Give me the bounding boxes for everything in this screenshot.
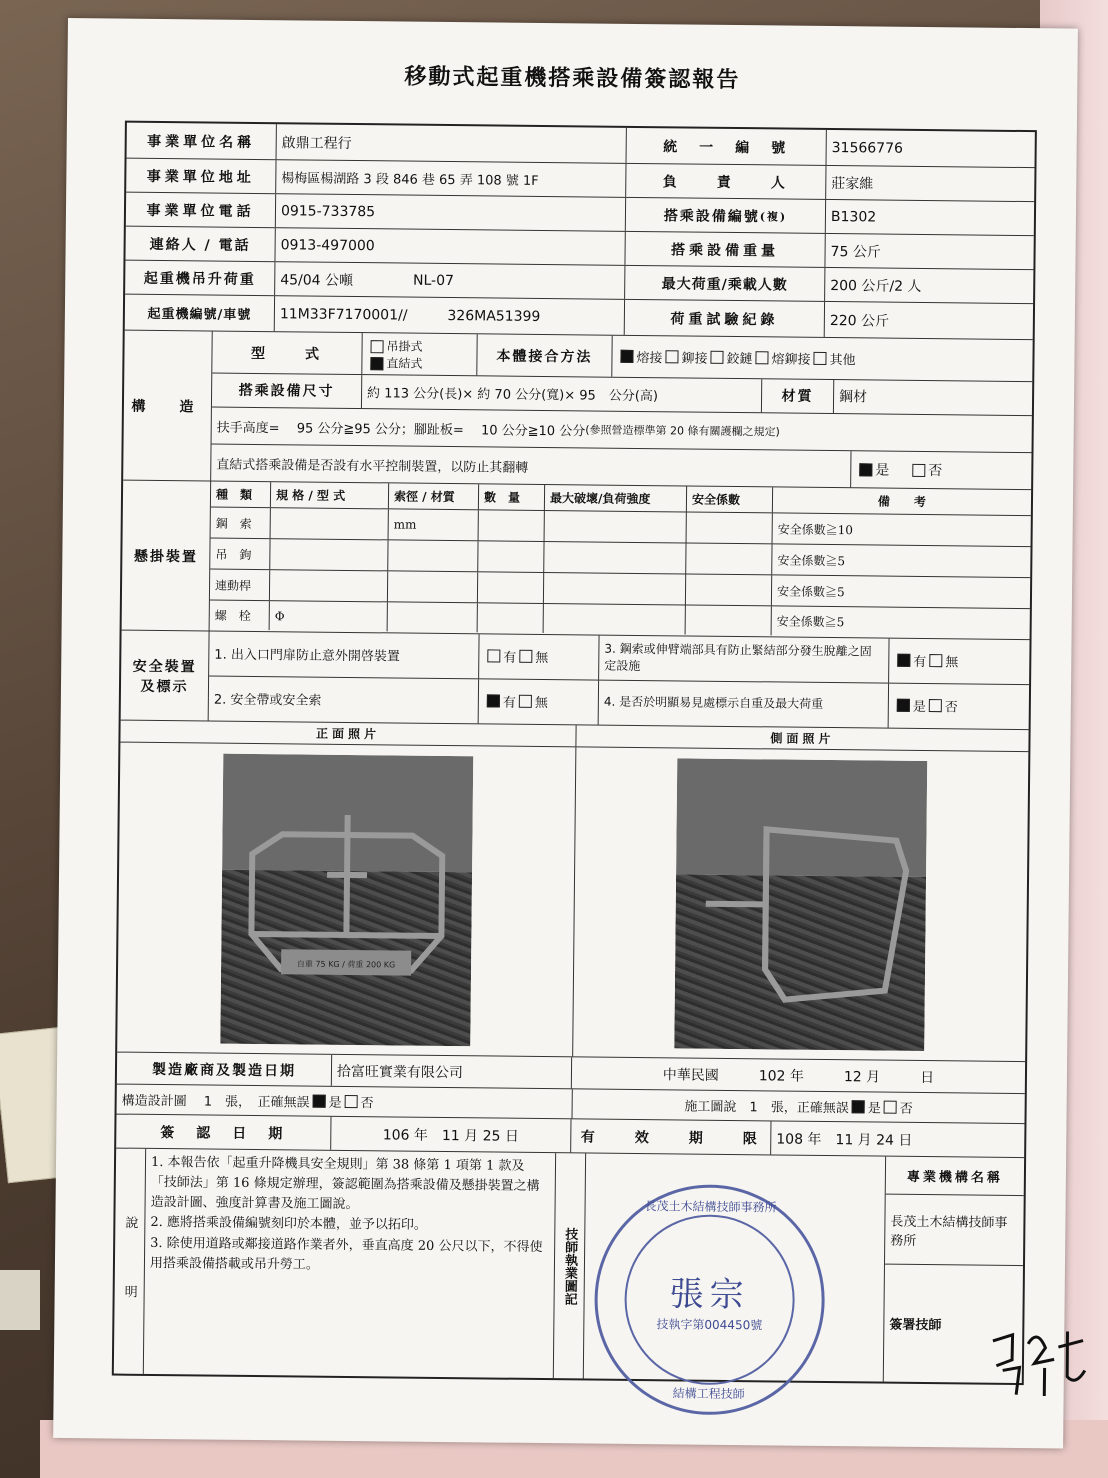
checkbox-icon [755, 351, 768, 364]
tax-id-label: 統 一 編 號 [627, 128, 827, 165]
safety-items [209, 632, 1030, 730]
checkbox-checked-icon[interactable] [313, 1095, 326, 1108]
stamp-bottom-text: 結構工程技師 [672, 1386, 745, 1402]
crane-load: 45/04 公噸 [280, 271, 354, 289]
signer-label: 簽署技師 [889, 1317, 942, 1334]
col-header: 最大破壞/負荷強度 [545, 485, 687, 511]
stamp-cert: 技執字第004450號 [656, 1317, 763, 1333]
contact-label: 連絡人 / 電話 [125, 227, 275, 262]
plate-no: 326MA51399 [447, 307, 541, 325]
crane-load-label: 起重機吊升荷重 [125, 261, 275, 296]
note: 安全係數≧5 [776, 583, 845, 599]
sign-date-label: 簽 認 日 期 [116, 1115, 331, 1150]
owner: 莊家維 [831, 175, 874, 192]
type-option-direct[interactable]: 直結式 [367, 354, 422, 372]
safety-label [121, 631, 210, 721]
crane-model: NL-07 [412, 272, 455, 289]
report-form [112, 121, 1037, 1385]
front-photo-cell [117, 743, 576, 1057]
checkbox-icon[interactable] [884, 1101, 897, 1114]
max-load-label: 最大荷重/乘載人數 [625, 266, 825, 301]
safety-label-1: 安全裝置 [132, 658, 197, 675]
checkbox-icon [813, 352, 826, 365]
size: 約 113 公分(長)× 約 70 公分(寬)× 95 公分(高) [362, 375, 762, 412]
sign-date: 106 年 11 月 25 日 [331, 1117, 571, 1153]
equip-no: B1302 [830, 208, 877, 225]
side-photo-label: 側面照片 [770, 731, 835, 747]
maker-date [572, 1057, 1025, 1093]
maker-name: 拾富旺實業有限公司 [332, 1055, 572, 1089]
document-title: 移動式起重機搭乘設備簽認報告 [404, 63, 741, 94]
structure-section [123, 331, 1033, 491]
safety-item-2-answer: 有 無 [479, 679, 599, 725]
horizontal-answer: 是 否 [851, 452, 1031, 490]
report-sheet [53, 18, 1078, 1448]
kind: 鋼 索 [211, 508, 271, 539]
joint-label: 本體接合方法 [477, 334, 612, 376]
note-item: 3. 除使用道路或鄰接道路作業者外，垂直高度 20 公尺以下，不得使用搭乘設備搭載或吊升勞工。 [149, 1235, 543, 1273]
unit-name-label: 事業單位名稱 [127, 123, 277, 160]
front-photo-label: 正面照片 [120, 721, 576, 747]
material: 鋼材 [838, 389, 868, 406]
valid-date-label: 有 效 期 限 [571, 1119, 771, 1154]
agency-label-row [886, 1157, 1024, 1196]
col-header: 安全係數 [687, 487, 773, 513]
spec [270, 539, 388, 570]
kind: 吊 鉤 [210, 539, 270, 570]
checkbox-icon[interactable] [929, 654, 942, 667]
safety-item-1-answer: 有 無 [479, 634, 599, 679]
date-month: 12 月 [843, 1068, 881, 1086]
suspension-table [210, 482, 1032, 640]
checkbox-checked-icon[interactable] [859, 463, 872, 476]
safety-item-1: 1. 出入口門扉防止意外開啓裝置 [209, 632, 479, 678]
col-header: 數 量 [479, 484, 545, 510]
col-header: 備 考 [877, 494, 927, 510]
safety-item-2: 2. 安全帶或安全索 [209, 676, 479, 723]
col-header: 種 類 [211, 482, 271, 508]
note: 安全係數≧10 [777, 521, 854, 537]
kind: 連動桿 [210, 570, 270, 601]
joint-options [612, 336, 1032, 381]
note: 安全係數≧5 [777, 552, 846, 568]
checkbox-checked-icon [620, 350, 633, 363]
crane-no-label: 起重機編號/車號 [125, 295, 275, 332]
weight-plate: 自重 75 KG / 荷重 200 KG [296, 958, 395, 969]
front-photo [220, 753, 473, 1046]
spec: Φ [270, 601, 388, 631]
type-label: 型 式 [212, 332, 362, 375]
checkbox-icon [665, 350, 678, 363]
dia [388, 571, 478, 602]
agency-name: 長茂土木結構技師事務所 [890, 1214, 1008, 1249]
col-header: 索徑 / 材質 [389, 483, 479, 509]
safety-item-3: 3. 鋼索或伸臂端部具有防止緊結部分發生脫離之固定設施 [599, 636, 889, 683]
load-test: 220 公斤 [829, 312, 890, 330]
equip-no-label: 搭乘設備編號 [663, 207, 760, 225]
suspension-section [122, 481, 1032, 641]
valid-date: 108 年 11 月 24 日 [776, 1130, 913, 1149]
platform-front-illustration [220, 753, 473, 1046]
agency-label: 專業機構名稱 [906, 1169, 1003, 1186]
dia: mm [389, 509, 479, 540]
checkbox-icon[interactable] [487, 650, 500, 663]
max-load: 200 公斤/2 人 [830, 277, 922, 295]
dia [388, 540, 478, 571]
unit-name: 啟鼎工程行 [277, 124, 627, 163]
date-day: 日 [920, 1069, 935, 1086]
structure-label: 構 造 [123, 331, 213, 481]
note: 安全係數≧5 [776, 614, 845, 630]
crane-no-cell [275, 296, 625, 335]
dia [388, 602, 478, 632]
checkbox-icon [371, 340, 384, 353]
address-label: 事業單位地址 [126, 159, 276, 194]
safety-item-4-answer: 是 否 [889, 683, 1029, 729]
joint-opt: 其他 [829, 352, 856, 369]
material-label: 材質 [762, 379, 834, 412]
stamp-top-text: 長茂土木結構技師事務所 [644, 1199, 777, 1215]
notes-section [114, 1149, 1024, 1383]
joint-opt: 鉸鏈 [726, 351, 753, 368]
equip-no-note: (複) [759, 209, 788, 224]
checkbox-checked-icon[interactable] [852, 1100, 865, 1113]
load-test-label: 荷重試驗紀錄 [625, 300, 825, 337]
col-header: 規 格 / 型 式 [271, 482, 389, 508]
tax-id: 31566776 [831, 139, 904, 157]
joint-opt: 熔鉚接 [771, 352, 811, 368]
crane-no: 11M33F7170001// [279, 305, 408, 324]
address: 楊梅區楊湖路 3 段 846 巷 65 弄 108 號 1F [276, 160, 626, 197]
horizontal-question: 直結式搭乘設備是否設有水平控制裝置，以防止其翻轉 [211, 445, 851, 487]
checkbox-icon [710, 351, 723, 364]
engineer-seal-label: 技師執業圖記 [554, 1153, 586, 1378]
equip-weight-label: 搭乘設備重量 [625, 232, 825, 267]
joint-opt: 鉚接 [681, 351, 708, 367]
note-item: 2. 應將搭乘設備編號刻印於本體，並予以拓印。 [150, 1215, 427, 1234]
kind: 螺 栓 [210, 601, 270, 631]
type-options [362, 333, 477, 375]
notes-label: 說 明 [114, 1149, 146, 1374]
spec [271, 508, 389, 539]
checkbox-icon[interactable] [929, 699, 942, 712]
checkbox-icon[interactable] [345, 1095, 358, 1108]
safety-item-3-answer: 有 無 [889, 639, 1029, 684]
safety-label-2: 及標示 [140, 678, 189, 695]
maker-label: 製造廠商及製造日期 [117, 1053, 332, 1086]
handrail: 扶手高度= 95 公分≧95 公分；腳趾板= 10 公分≧10 公分 [216, 420, 586, 439]
equip-weight: 75 公斤 [830, 243, 881, 261]
suspension-label: 懸掛裝置 [122, 481, 212, 631]
stamp-name: 張宗 [669, 1274, 750, 1316]
handwritten-signature [982, 1315, 1097, 1401]
date-year: 102 年 [758, 1067, 804, 1085]
safety-section [121, 631, 1030, 731]
paper-scrap [0, 1270, 40, 1330]
checkbox-checked-icon[interactable] [487, 695, 500, 708]
side-photo-cell [573, 747, 1028, 1061]
construct-drawing: 施工圖說 1 張，正確無誤 是 否 [684, 1099, 913, 1117]
notes-list [144, 1149, 556, 1378]
checkbox-checked-icon[interactable] [897, 654, 910, 667]
type-option-hanging[interactable]: 吊掛式 [367, 337, 422, 355]
checkbox-checked-icon[interactable] [897, 699, 910, 712]
side-photo [674, 758, 927, 1051]
phone: 0915-733785 [276, 194, 626, 231]
stamp-inner [624, 1214, 796, 1386]
owner-label: 負 責 人 [626, 164, 826, 199]
structure-body [211, 332, 1033, 490]
crane-load-cell [275, 262, 625, 299]
safety-row [209, 676, 1029, 729]
handrail-note: (參照營造標準第 20 條有關護欄之規定) [585, 423, 780, 439]
date-prefix: 中華民國 [662, 1066, 719, 1084]
equip-no-label-cell [626, 198, 826, 233]
size-label: 搭乘設備尺寸 [212, 374, 362, 408]
checkbox-icon[interactable] [912, 464, 925, 477]
checkbox-icon[interactable] [519, 695, 532, 708]
platform-side-illustration [674, 758, 927, 1051]
safety-item-4: 4. 是否於明顯易見處標示自重及最大荷重 [599, 680, 889, 728]
design-drawing: 構造設計圖 1 張， 正確無誤 是 否 [117, 1085, 573, 1119]
checkbox-checked-icon [370, 357, 383, 370]
agency-row [885, 1195, 1024, 1266]
note-item: 1. 本報告依「起重升降機具安全規則」第 38 條第 1 項第 1 款及「技師法」第 16 條規定辦理，簽認範圍為搭乘設備及懸掛裝置之構造設計圖、強度計算書及施工圖說。 [150, 1154, 540, 1213]
joint-opt: 熔接 [636, 350, 663, 367]
contact-phone: 0913-497000 [275, 228, 625, 265]
spec [270, 570, 388, 601]
photo-row [117, 743, 1028, 1062]
phone-label: 事業單位電話 [126, 193, 276, 228]
checkbox-icon[interactable] [519, 650, 532, 663]
